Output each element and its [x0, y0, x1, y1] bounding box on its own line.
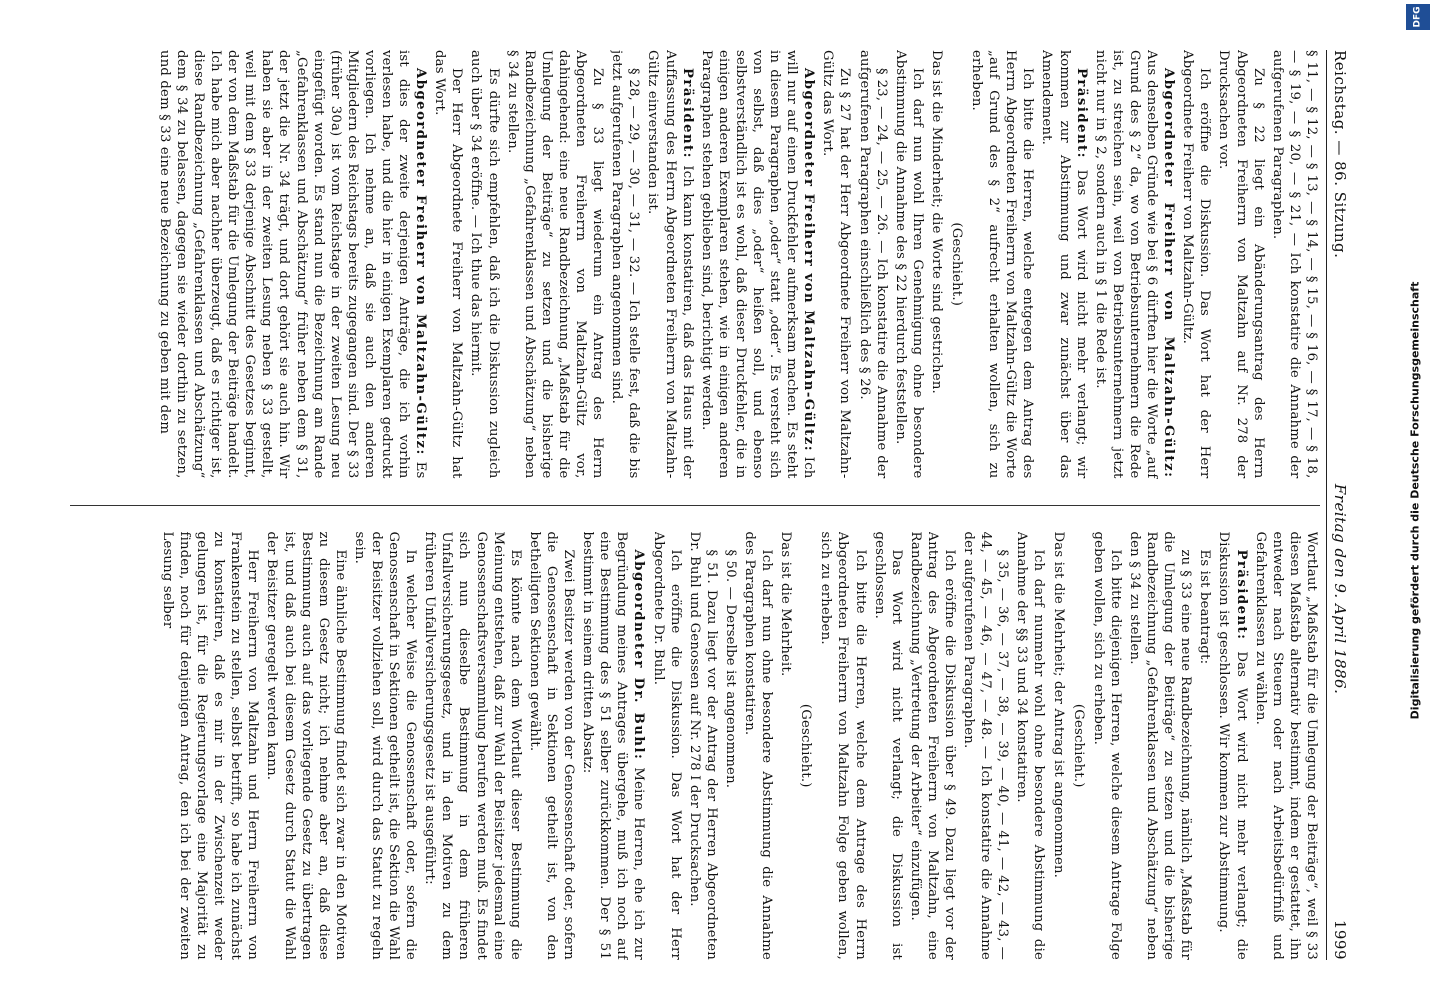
paragraph — [722, 532, 739, 961]
paragraph-text: § 51. Dazu liegt vor der Antrag der Herren Abgeordneten Dr. Buhl und Genossen auf Nr. 278 I der Drucksachen. — [686, 531, 719, 960]
page-number: 1999 — [1331, 919, 1349, 960]
paragraph — [1196, 532, 1213, 961]
paragraph-text: Es dürfte sich empfehlen, daß ich die Diskussion zugleich auch über § 34 eröffne. — Ich thue das hiermit. — [468, 50, 501, 479]
paragraph-text: Ich eröffne die Diskussion über § 49. Dazu liegt vor der Antrag des Abgeordneten Freiherrn von Maltzahn, eine Randbezeichnung „Vertretung der Arbeiter“ einzufügen. — [907, 531, 958, 960]
paragraph-text: (Geschieht.) — [798, 703, 814, 788]
paragraph-text: In welcher Weise die Genossenschaft oder, sofern die Genossenschaft in Sektionen getheilt ist, die Sektion die Wahl der Beisitzer vollziehen soll, wird durch das Statut zu regeln sein. — [351, 531, 419, 960]
paragraph — [156, 50, 430, 479]
paragraph-text: Ich bitte die Herren, welche dem Antrage des Herrn Abgeordneten Freiherrn von Maltzahn Folge geben wollen, sich zu erheben. — [818, 531, 868, 960]
paragraph-text: Es ist beantragt: — [1197, 549, 1213, 665]
paragraph — [871, 532, 905, 961]
paragraph-text: Ich kann konstatiren, daß das Haus mit der Auffassung des Herrn Abgeordneten Freiherrn von Maltzahn-Gültz einverstanden ist. — [645, 50, 695, 479]
paragraph — [644, 50, 695, 479]
paragraph-text: § 50. — Derselbe ist angenommen. — [722, 549, 738, 789]
paragraph — [817, 532, 868, 961]
paragraph-text: Das Wort wird nicht verlangt; die Diskussion ist geschlossen. — [871, 531, 904, 960]
header-left: Reichstag. — 86. Sitzung. — [1331, 50, 1349, 259]
paragraph — [579, 532, 647, 961]
paragraph-text: (Geschieht.) — [949, 222, 965, 307]
paragraph-text: Herr Freiherrn von Maltzahn und Herrn Freiherrn von Frankenstein zu stellen, selbst betrifft, so habe ich zunächst zu konstatiren, daß es mir in der Zwischenzeit weder gelungen ist, für die Regierungsvorlage eine Majorität zu finden, noch für denjenigen Antrag, den ich bei der zweiten Lesung selber — [159, 531, 261, 960]
paragraph — [855, 50, 889, 479]
speaker-name: Abgeordneter Freiherr von Maltzahn-Gültz: — [413, 68, 429, 456]
paragraph — [1215, 50, 1266, 479]
paragraph-text: § 35, — 36, — 37, — 38, — 39, — 40, — 41, — 42, — 43, — 44, — 45, — 46, — 47, — 48. — Ich konstatire die Annahme der aufgerufenen Paragraphen. — [961, 531, 1011, 960]
paragraph — [504, 50, 607, 479]
paragraph-text: Zwei Besitzer werden von der Genossenschaft oder, sofern die Genossenschaft in Sektionen getheilt ist, von den betheiligten Sektionen gewählt. — [526, 531, 577, 960]
paragraph-text: Wortlaut „Maßstab für die Umlegung der Beiträge“, weil § 33 diesen Maßstab alternativ bestimmt, indem er gestattet, ihn entweder nach Steuern oder nach Arbeitsbedürfniß und Gefahrenklassen zu wählen. — [1252, 531, 1319, 960]
speaker-name: Abgeordneter Freiherr von Maltzahn-Gültz: — [801, 68, 817, 453]
paragraph — [741, 532, 775, 961]
speaker-name: Abgeordneter Freiherr von Maltzahn-Gültz: — [1161, 68, 1177, 479]
paragraph — [526, 532, 577, 961]
speaker-name: Präsident: — [679, 68, 695, 160]
paragraph-text: Eine ähnliche Bestimmung findet sich zwar in den Motiven zu diesem Gesetz nicht; ich nehme aber an, daß diese Bestimmung auch auf das vorliegende Gesetz zu übertragen ist, und daß auch bei diesem Gesetz durch Statut die Wahl der Beisitzer geregelt werden kann. — [264, 531, 348, 960]
paragraph-text: Ich will nur auf einen Druckfehler aufmerksam machen. Es steht in diesem Paragraphen „oder“ statt „oder“. Es versteht sich von selbst, daß dies „oder“ heißen soll, und ebenso selbstverständlich ist es wohl, daß dieser Druckfehler, die in einigen anderen Exemplaren stehen, wie in einigen anderen Paragraphen stehen geblieben sind, berichtigt werden. — [698, 50, 817, 479]
paragraph — [1269, 50, 1320, 479]
paragraph-text: Ich darf nun ohne besondere Abstimmung die Annahme des Paragraphen konstatiren. — [742, 531, 775, 960]
paragraph — [1179, 50, 1213, 479]
paragraph-text: § 11, — § 12, — § 13, — § 14, — § 15, — § 16, — § 17, — § 18, — § 19, — § 20, — § 21, — Ich konstatire die Annahme der aufgerufenen Paragraphen. — [1269, 50, 1319, 479]
digitization-credit — [1404, 0, 1426, 1000]
paragraph — [608, 50, 642, 479]
paragraph — [928, 50, 945, 479]
paragraph-text: Das Wort wird nicht mehr verlangt; wir kommen zur Abstimmung und zwar zunächst über das Amendement. — [1039, 50, 1089, 479]
paragraph — [1126, 532, 1194, 961]
paragraph-text: Das ist die Mehrheit. — [778, 531, 794, 677]
paragraph — [421, 532, 524, 961]
credit-text: Digitalisierung gefördert durch die Deutsche Forschungsgemeinschaft — [1408, 281, 1422, 719]
paragraph — [819, 50, 853, 479]
header-date: Freitag den 9. April 1886. — [1331, 483, 1349, 695]
paragraph-text: Es könnte nach dem Wortlaut dieser Bestimmung die Meinung entstehen, daß zur Wahl der Beisitzer jedesmal eine Genossenschaftsversammlung berufen werden muß. Es findet sich nun dieselbe Bestimmung in dem früheren Unfallversicherungsgesetz, und in den Motiven zu dem früheren Unfallversicherungsgesetz ist ausgeführt: — [422, 531, 523, 960]
paragraph-text: (Geschieht.) — [1070, 703, 1086, 788]
paragraph — [351, 532, 419, 961]
dfg-logo: DFG — [1406, 4, 1430, 30]
paragraph-text: Ich darf nun wohl Ihren Genehmigung ohne besondere Abstimmung die Annahme des § 22 hierdurch feststellen. — [892, 50, 925, 479]
paragraph — [1050, 532, 1067, 961]
paragraph-text: zu § 33 eine neue Randbezeichnung, nämlich „Maßstab für die Umlegung der Beiträge“ zu setzen und die bisherige Randbezeichnung „Gefahrenklassen und Abschätzung“ neben den § 34 zu stellen. — [1126, 531, 1194, 960]
paragraph — [907, 532, 958, 961]
text-columns — [70, 50, 1320, 960]
paragraph — [686, 532, 720, 961]
speaker-name: Präsident: — [1073, 68, 1089, 160]
text-column-right — [70, 532, 1320, 961]
paragraph-text: Zu § 22 liegt ein Abänderungsantrag des Herrn Abgeordneten Freiherrn von Maltzahn auf Nr. 278 der Drucksachen vor. — [1216, 50, 1266, 479]
paragraph — [1252, 532, 1320, 961]
paragraph-text: Ich eröffne die Diskussion. Das Wort hat der Herr Abgeordnete Dr. Buhl. — [650, 531, 683, 960]
paragraph — [431, 50, 465, 479]
paragraph — [159, 532, 262, 961]
page-header — [1326, 50, 1348, 960]
text-column-left — [70, 50, 1320, 479]
paragraph-text: Zu § 33 liegt wiederum ein Antrag des Herrn Abgeordneten Freiherrn von Maltzahn-Gültz vor, dahingehend: eine neue Randbezeichnung „Maßstab für die Umlegung der Beiträge“ zu setzen und die bisherige Randbezeichnung „Gefahrenklassen und Abschätzung“ neben § 34 zu stellen. — [504, 50, 606, 479]
paragraph — [467, 50, 501, 479]
paragraph — [1038, 50, 1089, 479]
paragraph — [1215, 532, 1249, 961]
paragraph-text: Aus denselben Gründe wie bei § 6 dürften hier die Worte „auf Grund des § 2“ da, wo von Betriebsunternehmern die Rede ist, zu streichen sein, weil von Betriebsunternehmern jetzt nicht nur in § 2, sondern auch in § 1 die Rede ist. — [1092, 50, 1160, 479]
paragraph-text: Ich bitte die Herren, welche entgegen dem Antrag des Herrn Abgeordneten Freiherrn von Maltzahn-Gültz die Worte „auf Grund des § 2“ aufrecht erhalten wollen, sich zu erheben. — [969, 50, 1036, 479]
paragraph — [797, 532, 814, 961]
paragraph — [1092, 50, 1177, 479]
speaker-name: Präsident: — [1233, 549, 1249, 641]
paragraph — [960, 532, 1011, 961]
paragraph — [263, 532, 348, 961]
paragraph-text: Ich eröffne die Diskussion. Das Wort hat der Herr Abgeordnete Freiherr von Maltzahn-Gültz. — [1180, 50, 1213, 479]
paragraph-text: Das ist die Mehrheit; der Antrag ist angenommen. — [1050, 531, 1066, 879]
paragraph-text: Meine Herren, ehe ich zur Begründung meines Antrages übergehe, muß ich noch auf eine Bestimmung des § 51 selber zurückkommen. Der § 51 bestimmt in seinem dritten Absatz: — [580, 531, 647, 960]
column-divider — [70, 505, 1320, 506]
paragraph — [968, 50, 1036, 479]
paragraph-text: § 28, — 29, — 30, — 31, — 32. — Ich stelle fest, daß die bis jetzt aufgerufenen Paragraphen angenommen sind. — [609, 50, 642, 479]
paragraph — [649, 532, 683, 961]
paragraph-text: Es ist dies der zweite derjenigen Anträge, die ich vorhin verlesen habe, und die hier in einigen Exemplaren gedruckt vorliegen. Ich nehme an, daß sie auch den anderen Mitgliedern des Reichstags bereits zugegangen sind. Der § 33 (früher 30a) ist vom Reichstage in der zweiten Lesung neu eingefügt worden. Es stand nun die Bezeichnung am Rande „Gefahrenklassen und Abschätzung“ früher neben dem § 31, der jetzt die Nr. 34 trägt, und dort gehört sie auch hin. Wir haben sie aber in der zweiten Lesung neben § 33 gestellt, weil mit dem § 33 derjenige Abschnitt des Gesetzes beginnt, der von dem Maßstab für die Umlegung der Beiträge handelt. Ich habe mich aber nachher überzeugt, daß es richtiger ist, diese Randbezeichnung „Gefahrenklassen und Abschätzung“ dem § 34 zu belassen, dagegen sie wieder dorthin zu setzen, und dem § 33 eine neue Bezeichnung zu geben mit dem — [156, 50, 429, 479]
speaker-name: Abgeordneter Dr. Buhl: — [631, 549, 647, 761]
paragraph — [948, 50, 965, 479]
paragraph-text: Das Wort wird nicht mehr verlangt; die Diskussion ist geschlossen. Wir kommen zur Abstimmung. — [1216, 531, 1249, 960]
paragraph-text: Ich darf nunmehr wohl ohne besondere Abstimmung die Annahme der §§ 33 und 34 konstatiren. — [1014, 531, 1047, 960]
paragraph — [1090, 532, 1124, 961]
paragraph-text: Das ist die Minderheit; die Worte sind gestrichen. — [928, 50, 944, 394]
paragraph — [1070, 532, 1087, 961]
paragraph — [892, 50, 926, 479]
paragraph-text: Zu § 27 hat der Herr Abgeordnete Freiherr von Maltzahn-Gültz das Wort. — [820, 50, 853, 479]
paragraph — [777, 532, 794, 961]
paragraph-text: Der Herr Abgeordnete Freiherr von Maltzahn-Gültz hat das Wort. — [432, 50, 465, 479]
paragraph-text: Ich bitte diejenigen Herren, welche diesem Antrage Folge geben wollen, sich zu erheben. — [1090, 531, 1123, 960]
paragraph-text: § 23, — 24, — 25, — 26. — Ich konstatire die Annahme der aufgerufenen Paragraphen einschließlich des § 26. — [856, 50, 889, 479]
paragraph — [1013, 532, 1047, 961]
paragraph — [698, 50, 818, 479]
